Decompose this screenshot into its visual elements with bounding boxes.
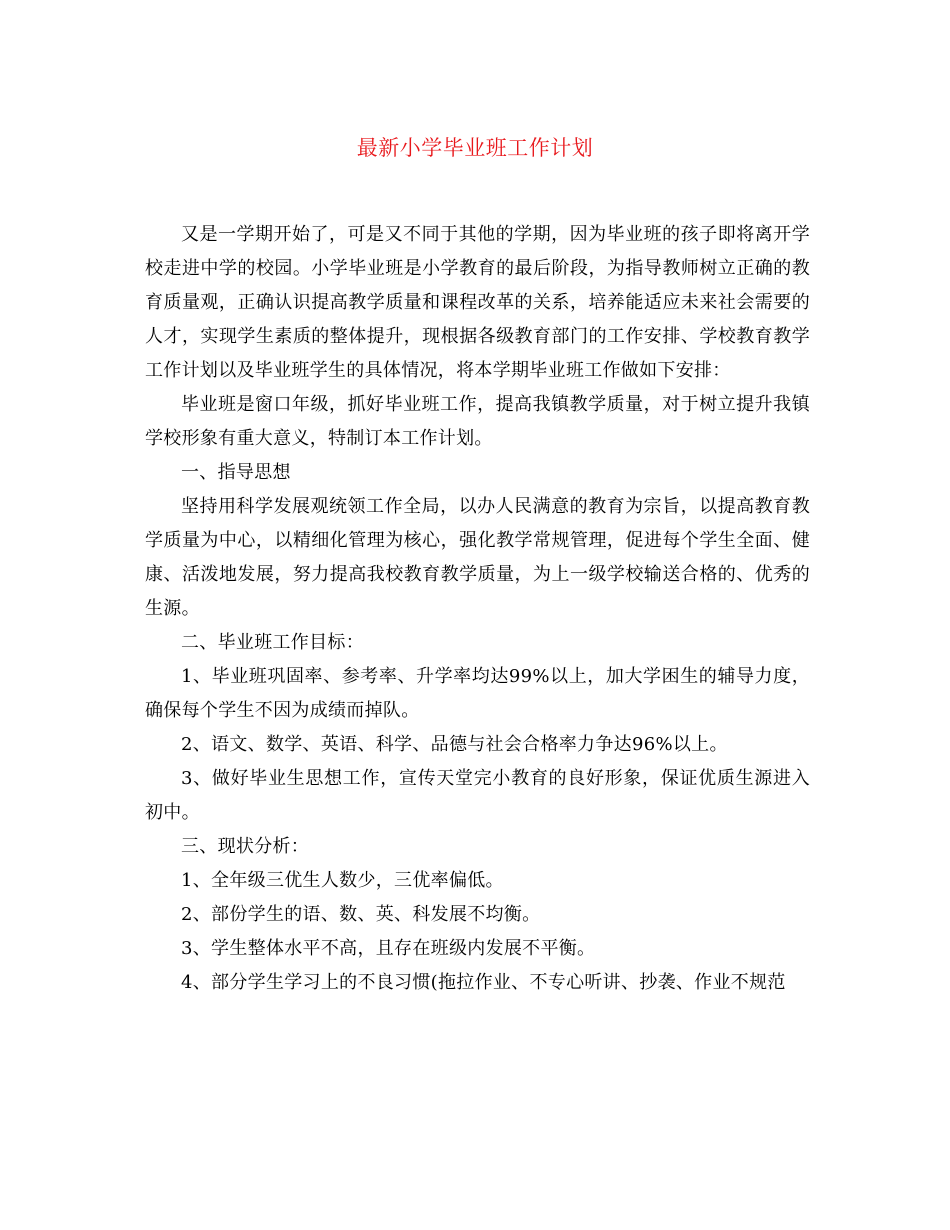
section-heading-status-analysis: 三、现状分析： (181, 836, 310, 857)
goal-item-3: 3、做好毕业生思想工作，宣传天堂完小教育的良好形象，保证优质生源进入初中。 (145, 768, 810, 823)
paragraph-guiding-ideology: 坚持用科学发展观统领工作全局，以办人民满意的教育为宗旨，以提高教育教学质量为中心，以精细化管理为核心，强化教学常规管理，促进每个学生全面、健康、活泼地发展，努力提高我校教育教学质量，为上一级学校输送合格的、优秀的生源。 (145, 496, 810, 619)
goal-item-2: 2、语文、数学、英语、科学、品德与社会合格率力争达96%以上。 (181, 734, 728, 755)
paragraph-purpose: 毕业班是窗口年级，抓好毕业班工作，提高我镇教学质量，对于树立提升我镇学校形象有重大意义，特制订本工作计划。 (145, 394, 810, 449)
analysis-item-3: 3、学生整体水平不高，且存在班级内发展不平衡。 (181, 938, 596, 959)
paragraph-intro: 又是一学期开始了，可是又不同于其他的学期，因为毕业班的孩子即将离开学校走进中学的校园。小学毕业班是小学教育的最后阶段，为指导教师树立正确的教育质量观，正确认识提高教学质量和课程改革的关系，培养能适应未来社会需要的人才，实现学生素质的整体提升，现根据各级教育部门的工作安排、学校教育教学工作计划以及毕业班学生的具体情况，将本学期毕业班工作做如下安排： (145, 224, 810, 381)
document-body (145, 218, 810, 1000)
analysis-item-2: 2、部份学生的语、数、英、科发展不均衡。 (181, 904, 541, 925)
goal-item-1: 1、毕业班巩固率、参考率、升学率均达99%以上，加大学困生的辅导力度，确保每个学生不因为成绩而掉队。 (145, 666, 810, 721)
analysis-item-1: 1、全年级三优生人数少，三优率偏低。 (181, 870, 504, 891)
section-heading-work-goals: 二、毕业班工作目标： (181, 632, 364, 653)
section-heading-guiding-ideology: 一、指导思想 (181, 462, 291, 483)
document-title: 最新小学毕业班工作计划 (356, 136, 594, 160)
analysis-item-4: 4、部分学生学习上的不良习惯(拖拉作业、不专心听讲、抄袭、作业不规范 (181, 972, 786, 993)
